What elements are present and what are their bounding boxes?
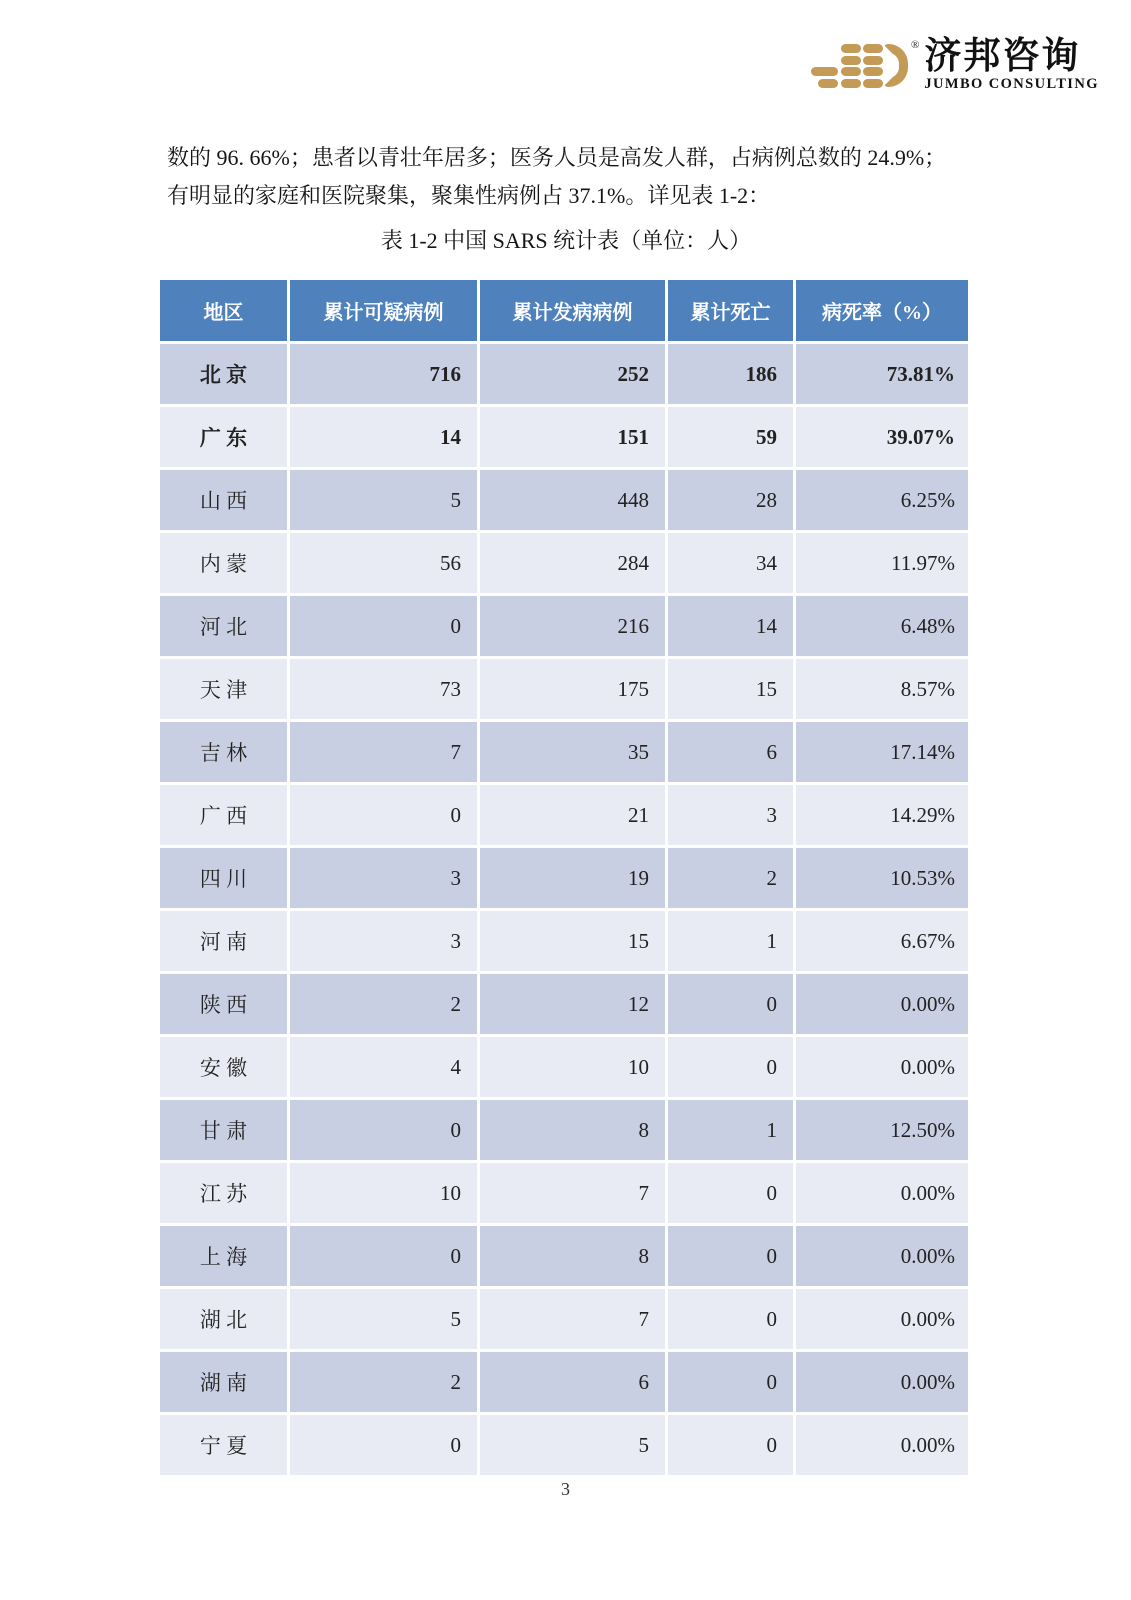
region-cell: 甘 肃: [159, 1099, 289, 1162]
suspected-cell: 3: [289, 910, 479, 973]
deaths-cell: 34: [667, 532, 795, 595]
deaths-cell: 0: [667, 1351, 795, 1414]
table-row: [159, 1288, 970, 1351]
fatality-cell: 0.00%: [795, 1162, 970, 1225]
table-row: [159, 721, 970, 784]
table-row: [159, 1036, 970, 1099]
deaths-cell: 59: [667, 406, 795, 469]
region-cell: 江 苏: [159, 1162, 289, 1225]
table-row: [159, 784, 970, 847]
deaths-cell: 6: [667, 721, 795, 784]
region-cell: 内 蒙: [159, 532, 289, 595]
fatality-cell: 14.29%: [795, 784, 970, 847]
confirmed-cell: 19: [479, 847, 667, 910]
fatality-cell: 0.00%: [795, 1351, 970, 1414]
confirmed-cell: 15: [479, 910, 667, 973]
suspected-cell: 0: [289, 1225, 479, 1288]
header-confirmed: 累计发病病例: [479, 279, 667, 343]
region-cell: 吉 林: [159, 721, 289, 784]
deaths-cell: 1: [667, 910, 795, 973]
suspected-cell: 2: [289, 973, 479, 1036]
region-cell: 湖 南: [159, 1351, 289, 1414]
fatality-cell: 11.97%: [795, 532, 970, 595]
body-paragraph: [167, 139, 967, 214]
fatality-cell: 10.53%: [795, 847, 970, 910]
confirmed-cell: 6: [479, 1351, 667, 1414]
suspected-cell: 5: [289, 469, 479, 532]
suspected-cell: 2: [289, 1351, 479, 1414]
suspected-cell: 10: [289, 1162, 479, 1225]
header-deaths: 累计死亡: [667, 279, 795, 343]
region-cell: 宁 夏: [159, 1414, 289, 1477]
table-row: [159, 532, 970, 595]
fatality-cell: 17.14%: [795, 721, 970, 784]
deaths-cell: 3: [667, 784, 795, 847]
registered-trademark-icon: ®: [911, 39, 920, 51]
table-row: [159, 469, 970, 532]
fatality-cell: 12.50%: [795, 1099, 970, 1162]
deaths-cell: 2: [667, 847, 795, 910]
suspected-cell: 0: [289, 595, 479, 658]
suspected-cell: 4: [289, 1036, 479, 1099]
table-body: [159, 343, 970, 1477]
deaths-cell: 0: [667, 1036, 795, 1099]
suspected-cell: 0: [289, 1099, 479, 1162]
table-row: [159, 1351, 970, 1414]
logo-text: [924, 38, 1099, 92]
header-fatality: 病死率（%）: [795, 279, 970, 343]
confirmed-cell: 8: [479, 1225, 667, 1288]
region-cell: 河 北: [159, 595, 289, 658]
deaths-cell: 28: [667, 469, 795, 532]
fatality-cell: 73.81%: [795, 343, 970, 406]
header-region: 地区: [159, 279, 289, 343]
table-row: [159, 595, 970, 658]
confirmed-cell: 448: [479, 469, 667, 532]
suspected-cell: 716: [289, 343, 479, 406]
header-suspected: 累计可疑病例: [289, 279, 479, 343]
region-cell: 河 南: [159, 910, 289, 973]
deaths-cell: 0: [667, 1162, 795, 1225]
fatality-cell: 0.00%: [795, 1036, 970, 1099]
table-header-row: [159, 279, 970, 343]
fatality-cell: 8.57%: [795, 658, 970, 721]
deaths-cell: 14: [667, 595, 795, 658]
confirmed-cell: 21: [479, 784, 667, 847]
confirmed-cell: 8: [479, 1099, 667, 1162]
suspected-cell: 14: [289, 406, 479, 469]
region-cell: 四 川: [159, 847, 289, 910]
region-cell: 湖 北: [159, 1288, 289, 1351]
confirmed-cell: 284: [479, 532, 667, 595]
confirmed-cell: 10: [479, 1036, 667, 1099]
logo-c-shape-icon: [883, 44, 908, 87]
deaths-cell: 186: [667, 343, 795, 406]
table-row: [159, 1414, 970, 1477]
fatality-cell: 6.48%: [795, 595, 970, 658]
suspected-cell: 7: [289, 721, 479, 784]
table-caption: 表 1-2 中国 SARS 统计表（单位：人）: [380, 228, 752, 253]
region-cell: 广 西: [159, 784, 289, 847]
region-cell: 天 津: [159, 658, 289, 721]
suspected-cell: 0: [289, 784, 479, 847]
company-logo: [811, 38, 1099, 92]
table-row: [159, 910, 970, 973]
confirmed-cell: 151: [479, 406, 667, 469]
suspected-cell: 0: [289, 1414, 479, 1477]
fatality-cell: 6.67%: [795, 910, 970, 973]
suspected-cell: 73: [289, 658, 479, 721]
deaths-cell: 0: [667, 1225, 795, 1288]
fatality-cell: 0.00%: [795, 1414, 970, 1477]
confirmed-cell: 12: [479, 973, 667, 1036]
deaths-cell: 15: [667, 658, 795, 721]
suspected-cell: 3: [289, 847, 479, 910]
region-cell: 上 海: [159, 1225, 289, 1288]
table-row: [159, 847, 970, 910]
region-cell: 山 西: [159, 469, 289, 532]
fatality-cell: 0.00%: [795, 973, 970, 1036]
table-row: [159, 973, 970, 1036]
logo-mark-icon: [811, 44, 909, 90]
suspected-cell: 5: [289, 1288, 479, 1351]
confirmed-cell: 216: [479, 595, 667, 658]
deaths-cell: 0: [667, 973, 795, 1036]
confirmed-cell: 7: [479, 1162, 667, 1225]
confirmed-cell: 35: [479, 721, 667, 784]
region-cell: 陕 西: [159, 973, 289, 1036]
brand-name-cn: 济邦咨询: [924, 36, 1081, 77]
table-row: [159, 1162, 970, 1225]
deaths-cell: 1: [667, 1099, 795, 1162]
region-cell: 北 京: [159, 343, 289, 406]
deaths-cell: 0: [667, 1288, 795, 1351]
paragraph-line-1: 数的 96. 66%；患者以青壮年居多；医务人员是高发人群，占病例总数的 24.9%；: [167, 145, 947, 170]
table-row: [159, 1099, 970, 1162]
fatality-cell: 0.00%: [795, 1225, 970, 1288]
confirmed-cell: 252: [479, 343, 667, 406]
table-row: [159, 1225, 970, 1288]
suspected-cell: 56: [289, 532, 479, 595]
confirmed-cell: 7: [479, 1288, 667, 1351]
fatality-cell: 0.00%: [795, 1288, 970, 1351]
paragraph-line-2: 有明显的家庭和医院聚集，聚集性病例占 37.1%。详见表 1-2：: [167, 182, 771, 208]
region-cell: 广 东: [159, 406, 289, 469]
deaths-cell: 0: [667, 1414, 795, 1477]
page-number: 3: [561, 1479, 570, 1499]
fatality-cell: 39.07%: [795, 406, 970, 469]
confirmed-cell: 175: [479, 658, 667, 721]
table-row: [159, 658, 970, 721]
fatality-cell: 6.25%: [795, 469, 970, 532]
brand-name-en: JUMBO CONSULTING: [924, 76, 1099, 92]
sars-statistics-table: [157, 277, 971, 1478]
table-row: [159, 406, 970, 469]
region-cell: 安 徽: [159, 1036, 289, 1099]
table-row: [159, 343, 970, 406]
confirmed-cell: 5: [479, 1414, 667, 1477]
